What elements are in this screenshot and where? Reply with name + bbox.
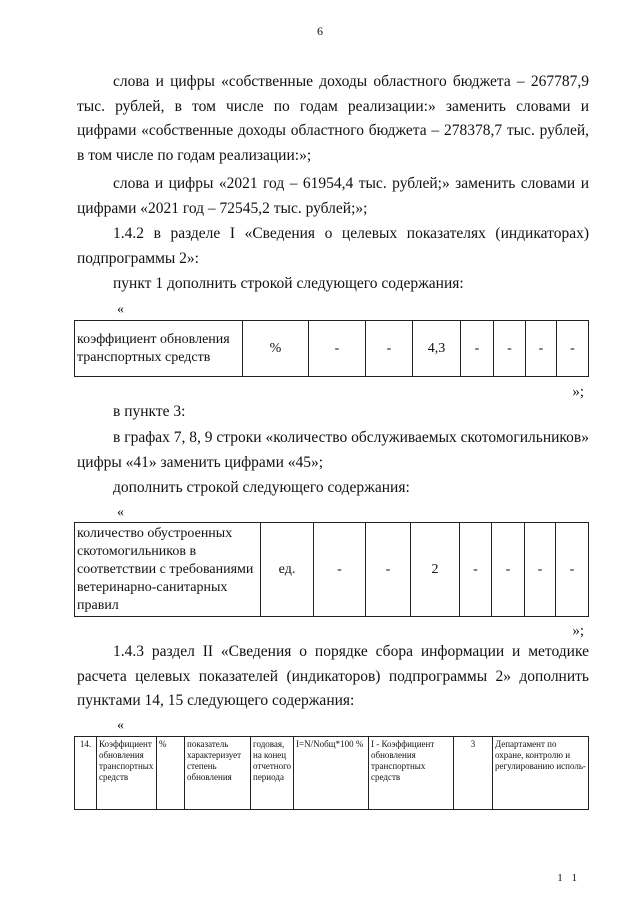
paragraph-columns-7-8-9: в графах 7, 8, 9 строки «количество обслуживаемых скотомогильников» цифры «41» заменить цифрами «45»; [77, 429, 589, 471]
corner-mark: 1 1 [557, 872, 580, 884]
paragraph-point-1: пункт 1 дополнить строкой следующего содержания: [113, 275, 464, 292]
indicator-table-cattle-burial [74, 522, 589, 617]
table-cell: - [492, 523, 525, 617]
paragraph-2021-words: слова и цифры «2021 год – 61954,4 тыс. рублей;» заменить словами и цифрами «2021 год – 72545,2 тыс. рублей;»; [77, 175, 589, 217]
table-cell: - [526, 321, 557, 377]
paragraph-section-1-4-3: 1.4.3 раздел II «Сведения о порядке сбора информации и методике расчета целевых показателей (индикаторов) подпрограммы 2» дополнить пунктами 14, 15 следующего содержания: [77, 643, 589, 709]
paragraph-point-3: в пункте 3: [113, 403, 186, 420]
indicator-table-vehicles [74, 320, 589, 377]
quote-close: »; [572, 623, 584, 639]
table-cell: - [525, 523, 556, 617]
table-row [75, 737, 589, 810]
indicator-frequency: годовая, на конец отчетного периода [251, 737, 294, 810]
quote-open: « [117, 505, 124, 520]
table-cell: - [366, 523, 411, 617]
indicator-basic-values: I - Коэффициент обновления транспортных средств [369, 737, 454, 810]
table-cell: 2 [411, 523, 460, 617]
quote-open: « [117, 302, 124, 317]
indicator-unit: % [243, 321, 309, 377]
table-cell: - [461, 321, 494, 377]
table-row [75, 321, 589, 377]
quote-close: »; [572, 384, 584, 400]
indicator-name: Коэффициент обновления транспортных средств [97, 737, 157, 810]
paragraph-add-row: дополнить строкой следующего содержания: [113, 479, 410, 496]
table-cell: - [309, 321, 366, 377]
indicator-name: количество обустроенных скотомогильников в соответствии с требованиями ветеринарно-санитарных правил [75, 523, 261, 617]
table-cell: - [556, 523, 589, 617]
indicator-unit: ед. [261, 523, 314, 617]
indicator-definition: показатель характеризует степень обновления [185, 737, 251, 810]
responsible-body: Департамент по охране, контролю и регулированию исполь- [493, 737, 589, 810]
table-cell: - [557, 321, 589, 377]
page-number: 6 [317, 24, 323, 38]
table-row [75, 523, 589, 617]
row-number: 14. [75, 737, 97, 810]
table-cell: 4,3 [413, 321, 461, 377]
paragraph-section-1-4-2: 1.4.2 в разделе I «Сведения о целевых показателях (индикаторах) подпрограммы 2»: [77, 225, 589, 267]
methodology-table [74, 736, 589, 810]
collection-method: 3 [454, 737, 493, 810]
table-cell: - [366, 321, 413, 377]
table-cell: - [494, 321, 526, 377]
indicator-name: коэффициент обновления транспортных средств [75, 321, 243, 377]
indicator-unit: % [157, 737, 185, 810]
indicator-formula: I=N/Nобщ*100 % [294, 737, 369, 810]
table-cell: - [460, 523, 492, 617]
quote-open: « [117, 718, 124, 733]
table-cell: - [314, 523, 366, 617]
paragraph-budget-words: слова и цифры «собственные доходы областного бюджета – 267787,9 тыс. рублей, в том числе по годам реализации:» заменить словами и цифрами «собственные доходы областного бюджета – 278378,7 тыс. рублей, в том числе по годам реализации:»; [77, 73, 589, 164]
